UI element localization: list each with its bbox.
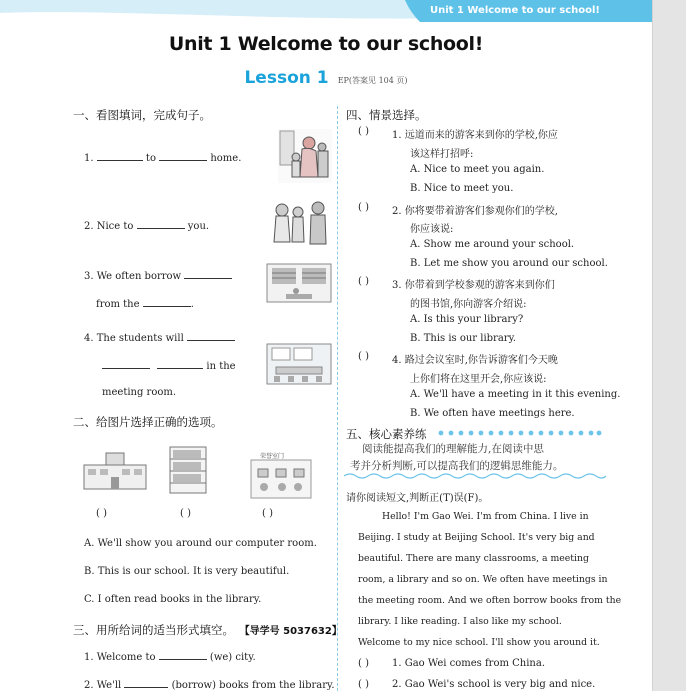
core-literacy-line-2: 考并分析判断,可以提高我们的逻辑思维能力。 <box>350 460 564 472</box>
s3-question-2 <box>84 678 335 691</box>
s2-option-c: C. I often read books in the library. <box>84 594 262 605</box>
s1-question-4-line2 <box>102 359 236 372</box>
pic-bookshelf <box>168 445 208 495</box>
judge-1-answer[interactable]: ( ) <box>358 658 369 669</box>
s1-q4-in-the: in the <box>206 361 236 372</box>
s1-q1-blank-1[interactable] <box>97 151 143 161</box>
s4-q4-text: 4. 路过会议室时,你告诉游客们今天晚 <box>392 355 558 366</box>
s1-q4-text: 4. The students will <box>84 333 184 344</box>
s1-q1-blank-2[interactable] <box>159 151 207 161</box>
s1-q4-end: meeting room. <box>102 387 177 398</box>
s2-answer-1[interactable]: ( ) <box>96 508 107 519</box>
passage-line-3: beautiful. There are many classrooms, a meeting <box>358 553 589 564</box>
s1-question-2 <box>84 219 209 232</box>
s4-q3-text-2: 的图书馆,你向游客介绍说: <box>410 299 527 310</box>
answer-reference: EP(答案见 104 页) <box>337 76 408 85</box>
s4-q4-answer[interactable]: ( ) <box>358 351 369 362</box>
s4-q2-option-a: A. Show me around your school. <box>410 239 575 250</box>
s4-q1-option-b: B. Nice to meet you. <box>410 183 514 194</box>
s1-q4-blank-3[interactable] <box>157 359 203 369</box>
s1-q1-text: to <box>145 153 156 164</box>
column-divider <box>337 106 338 691</box>
s1-question-1 <box>84 151 241 164</box>
core-literacy-line-1: 阅读能提高我们的理解能力,在阅读中思 <box>362 443 544 455</box>
s1-q1-end: home. <box>210 153 242 164</box>
passage-line-2: Beijing. I study at Beijing School. It's very big and <box>358 532 595 543</box>
s3-q1-end: (we) city. <box>209 652 256 663</box>
passage-line-6: library. I like reading. I also like my school. <box>358 616 562 627</box>
s4-q3-text: 3. 你带着到学校参观的游客来到你们 <box>392 280 555 291</box>
judge-2-answer[interactable]: ( ) <box>358 679 369 690</box>
section5-heading: 五、核心素养练 <box>346 427 427 441</box>
passage-line-4: room, a library and so on. We often have meetings in <box>358 574 608 585</box>
s3-q2-end: (borrow) books from the library. <box>171 680 335 691</box>
viewer-page-edge <box>652 0 686 691</box>
s4-q3-option-a: A. Is this your library? <box>410 314 524 325</box>
s3-q1-blank[interactable] <box>159 650 207 660</box>
s4-q3-answer[interactable]: ( ) <box>358 276 369 287</box>
s4-q3-option-b: B. This is our library. <box>410 333 517 344</box>
s1-question-3-line2 <box>96 297 194 310</box>
running-head: Unit 1 Welcome to our school! <box>430 5 600 16</box>
s4-q4-text-2: 上你们将在这里开会,你应该说: <box>410 374 547 385</box>
page-title: Unit 1 Welcome to our school! <box>168 33 484 55</box>
s2-answer-2[interactable]: ( ) <box>180 508 191 519</box>
judge-2-text: 2. Gao Wei's school is very big and nice. <box>392 679 596 690</box>
s1-q2-end: you. <box>187 221 210 232</box>
s4-q1-answer[interactable]: ( ) <box>358 126 369 137</box>
s4-q1-text: 1. 远道而来的游客来到你的学校,你应 <box>392 130 558 141</box>
section3-title: 三、用所给词的适当形式填空。 <box>73 623 234 637</box>
s3-q1-text: 1. Welcome to <box>84 652 156 663</box>
decorative-wave-line <box>344 472 606 480</box>
passage-line-1: Hello! I'm Gao Wei. I'm from China. I live in <box>382 511 589 522</box>
s2-option-b: B. This is our school. It is very beautiful. <box>84 566 290 577</box>
s4-q2-text-2: 你应该说: <box>410 224 454 235</box>
s4-q1-text-2: 该这样打招呼: <box>410 149 474 160</box>
pic-family-greeting <box>276 127 334 185</box>
guide-code: 【导学号 5037632】 <box>239 626 342 637</box>
s1-q3-end: . <box>190 299 194 310</box>
pic3-caption: 荣誉室门 <box>260 453 285 460</box>
s1-q2-blank[interactable] <box>137 219 185 229</box>
pic-school-building <box>82 451 148 491</box>
judge-1-text: 1. Gao Wei comes from China. <box>392 658 545 669</box>
s1-q2-text: 2. Nice to <box>84 221 134 232</box>
s2-answer-3[interactable]: ( ) <box>262 508 273 519</box>
s4-q2-option-b: B. Let me show you around our school. <box>410 258 608 269</box>
lesson-title: Lesson 1 <box>244 68 329 88</box>
s4-q1-option-a: A. Nice to meet you again. <box>410 164 545 175</box>
lesson-heading <box>0 68 652 88</box>
s1-q1-number: 1. <box>84 153 94 164</box>
decorative-dot-line <box>436 428 604 438</box>
s1-q4-blank-2[interactable] <box>102 359 150 369</box>
section3-heading <box>73 622 342 638</box>
s1-question-3 <box>84 269 232 282</box>
section2-heading: 二、给图片选择正确的选项。 <box>73 415 223 429</box>
s4-q4-option-b: B. We often have meetings here. <box>410 408 575 419</box>
s4-q2-text: 2. 你将要带着游客们参观你们的学校, <box>392 206 558 217</box>
section1-heading: 一、看图填词，完成句子。 <box>73 108 211 122</box>
s1-q3-blank-2[interactable] <box>143 297 191 307</box>
s1-q4-blank-1[interactable] <box>187 331 235 341</box>
pic-nice-to-meet <box>268 198 332 248</box>
s1-q3-text: 3. We often borrow <box>84 271 182 282</box>
s1-q3-blank-1[interactable] <box>184 269 232 279</box>
reading-instruction: 请你阅读短文,判断正(T)误(F)。 <box>346 493 489 504</box>
pic-computer-room <box>250 459 312 499</box>
passage-line-7: Welcome to my nice school. I'll show you around it. <box>358 637 600 648</box>
s3-q2-blank[interactable] <box>124 678 168 688</box>
pic-library <box>266 263 332 303</box>
s3-q2-text: 2. We'll <box>84 680 122 691</box>
s1-q3-text-2: from the <box>96 299 140 310</box>
s4-q4-option-a: A. We'll have a meeting in it this evening. <box>410 389 621 400</box>
s2-option-a: A. We'll show you around our computer room. <box>84 538 317 549</box>
s1-question-4 <box>84 331 235 344</box>
s3-question-1 <box>84 650 256 663</box>
s4-q2-answer[interactable]: ( ) <box>358 202 369 213</box>
passage-line-5: the meeting room. And we often borrow books from the <box>358 595 622 606</box>
section4-heading: 四、情景选择。 <box>346 108 427 122</box>
pic-meeting-room <box>266 343 332 385</box>
